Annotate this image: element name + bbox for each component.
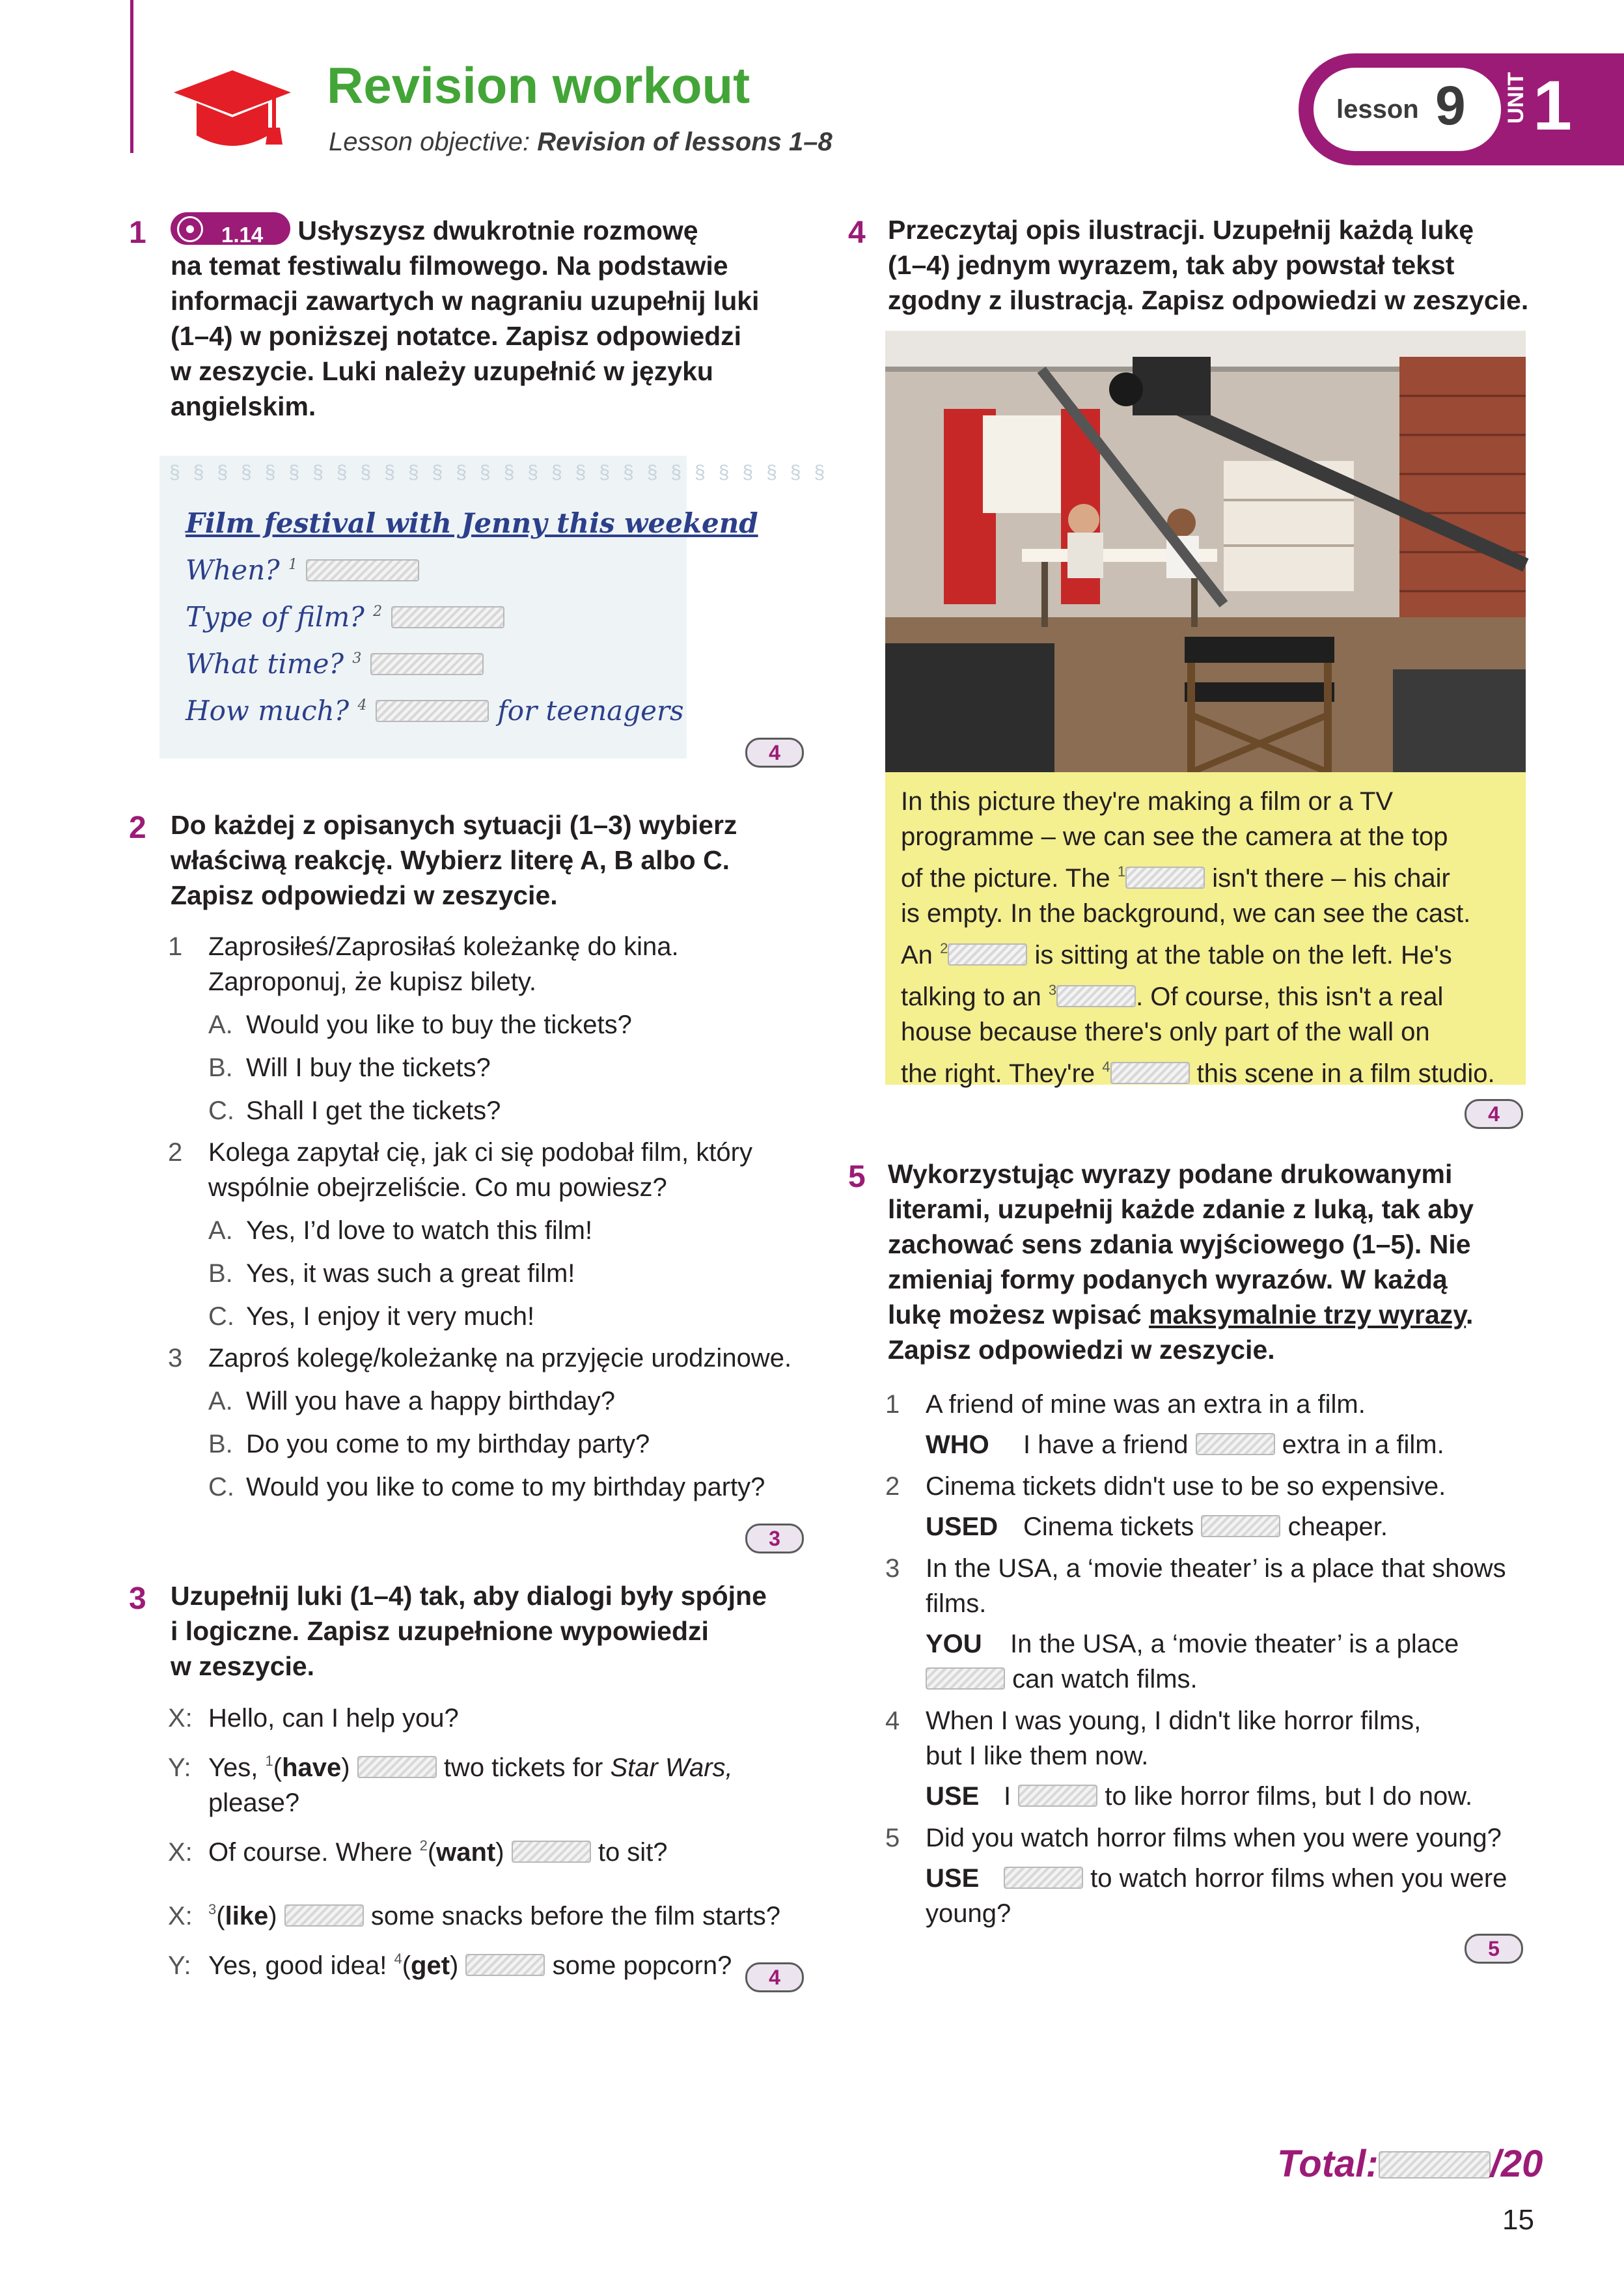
list-item [885, 1551, 1507, 1586]
answer-gap [1196, 1433, 1275, 1455]
item-text: In the USA, a ‘movie theater’ is a place [1010, 1630, 1459, 1658]
item-number: 1 [168, 932, 183, 961]
key-word: USE [926, 1864, 980, 1893]
option [168, 1427, 791, 1462]
item-number: 3 [168, 1344, 183, 1372]
gap-number: 2 [419, 1837, 428, 1854]
gap-number: 1 [265, 1753, 273, 1769]
option-text: Would you like to come to my birthday party? [246, 1473, 765, 1501]
answer-gap [1056, 985, 1136, 1007]
option-letter: A. [208, 1387, 233, 1415]
transformation-line [885, 1779, 1507, 1814]
item-text: Zaproś kolegę/koleżankę na przyjęcie urodzinowe. [208, 1344, 792, 1372]
option-letter: B. [208, 1259, 233, 1288]
key-word: WHO [926, 1430, 989, 1459]
option-letter: B. [208, 1053, 233, 1082]
gap-number: 2 [940, 940, 948, 956]
instruction-line: Zapisz odpowiedzi w zeszycie. [171, 880, 558, 910]
unit-label: UNIT [1504, 72, 1528, 124]
instruction-line: literami, uzupełnij każde zdanie z luką, tak aby [888, 1194, 1474, 1224]
score-badge-ex2: 3 [745, 1524, 804, 1553]
instruction-text: lukę możesz wpisać [888, 1300, 1142, 1330]
score-badge-ex3: 4 [745, 1962, 804, 1992]
instruction-line: Wykorzystując wyrazy podane drukowanymi [888, 1159, 1453, 1189]
option-letter: A. [208, 1216, 233, 1245]
description-text: . Of course, this isn't a real [1136, 982, 1444, 1011]
option [168, 1256, 791, 1291]
speaker-label: Y: [168, 1753, 191, 1782]
option [168, 1299, 791, 1334]
instruction-text: . [1466, 1300, 1474, 1330]
graduation-cap-icon [171, 65, 294, 156]
transformation-line [885, 1427, 1507, 1462]
instruction-line: Usłyszysz dwukrotnie rozmowę [297, 216, 698, 245]
note-item-suffix: for teenagers [497, 695, 684, 727]
dialogue-line: X: $^3$(like) some snacks before the film starts? [168, 1892, 780, 1934]
option-text: Shall I get the tickets? [246, 1096, 501, 1125]
objective-prefix: Lesson objective: [329, 128, 530, 156]
note-title: Film festival with Jenny this weekend [186, 507, 758, 539]
answer-gap [1004, 1867, 1083, 1889]
total-gap [1379, 2151, 1491, 2179]
list-item [168, 1135, 791, 1170]
instruction-line: Zapisz odpowiedzi w zeszycie. [888, 1335, 1275, 1365]
prompt-word: have [282, 1753, 342, 1782]
option-text: Yes, it was such a great film! [246, 1259, 575, 1288]
item-text: extra in a film. [1282, 1430, 1444, 1459]
answer-gap [357, 1756, 437, 1778]
list-item [885, 1703, 1507, 1738]
instruction-line: Uzupełnij luki (1–4) tak, aby dialogi były spójne [171, 1581, 767, 1611]
dialogue-text: Of course. Where [208, 1838, 413, 1867]
note-content [186, 503, 758, 732]
list-item [885, 1469, 1507, 1504]
instruction-line: zachować sens zdania wyjściowego (1–5). Nie [888, 1229, 1471, 1259]
instruction-line: i logiczne. Zapisz uzupełnione wypowiedzi [171, 1616, 709, 1646]
instruction-line [888, 1297, 1474, 1332]
speaker-label: Y: [168, 1951, 191, 1980]
item-text: young? [926, 1899, 1012, 1928]
instruction-emphasis: maksymalnie trzy wyrazy [1149, 1300, 1466, 1330]
option [168, 1469, 791, 1505]
option [168, 1007, 791, 1042]
exercise-5-instruction [888, 1156, 1474, 1367]
dialogue-text: Hello, can I help you? [208, 1704, 459, 1733]
item-number: 2 [168, 1138, 183, 1167]
answer-gap [306, 559, 419, 581]
item-text: can watch films. [1012, 1665, 1198, 1693]
exercise-1-instruction [171, 212, 821, 424]
exercise-3-number: 3 [129, 1581, 146, 1616]
instruction-line: właściwą reakcję. Wybierz literę A, B albo C. [171, 845, 730, 875]
dialogue-text: some snacks before the film starts? [370, 1902, 780, 1930]
answer-gap [926, 1667, 1005, 1690]
option-text: Do you come to my birthday party? [246, 1430, 650, 1458]
dialogue-text: Yes, [208, 1753, 258, 1782]
dialogue-text: some popcorn? [552, 1951, 732, 1980]
note-item [186, 591, 758, 638]
answer-gap [512, 1841, 591, 1863]
description-line: programme – we can see the camera at the top [901, 822, 1448, 851]
list-item [885, 1387, 1507, 1422]
description-line [901, 1050, 1495, 1091]
page-title: Revision workout [327, 57, 750, 114]
list-item [168, 929, 791, 964]
description-text: is sitting at the table on the left. He's [1034, 941, 1452, 969]
exercise-3-instruction [171, 1578, 767, 1684]
option-letter: A. [208, 1010, 233, 1039]
list-item [168, 1341, 791, 1376]
gap-number: 3 [208, 1901, 217, 1917]
option-letter: B. [208, 1430, 233, 1458]
option [168, 1050, 791, 1085]
description-line: is empty. In the background, we can see the cast. [901, 899, 1471, 928]
objective-text: Revision of lessons 1–8 [537, 128, 833, 156]
description-line: In this picture they're making a film or a TV [901, 787, 1394, 816]
option-letter: C. [208, 1302, 234, 1331]
gap-number: 4 [357, 697, 367, 714]
instruction-line: zmieniaj formy podanych wyrazów. W każdą [888, 1264, 1448, 1294]
answer-gap [948, 943, 1027, 966]
speaker-label: X: [168, 1838, 193, 1867]
exercise-2-items [168, 929, 791, 1505]
gap-number: 1 [1117, 863, 1126, 880]
page-number: 15 [1502, 2204, 1534, 2236]
item-text: cheaper. [1287, 1512, 1388, 1541]
item-number: 3 [885, 1554, 900, 1583]
description-text: An [901, 941, 933, 969]
exercise-2-number: 2 [129, 811, 146, 845]
exercise-2-instruction [171, 807, 737, 913]
transformation-line [885, 1509, 1507, 1544]
description-line [901, 854, 1495, 896]
audio-cd-icon [177, 216, 203, 242]
item-number: 1 [885, 1390, 900, 1419]
gap-number: 3 [1048, 982, 1057, 998]
description-line [901, 973, 1495, 1014]
note-item [186, 685, 758, 732]
option-text: Will you have a happy birthday? [246, 1387, 615, 1415]
option [168, 1384, 791, 1419]
answer-gap [1125, 867, 1205, 889]
instruction-line: (1–4) w poniższej notatce. Zapisz odpowiedzi [171, 321, 742, 351]
transformation-line [885, 1861, 1507, 1896]
picture-description [901, 784, 1495, 1091]
prompt-word: want [436, 1838, 496, 1867]
left-margin-rule [130, 0, 133, 153]
exercise-5-number: 5 [848, 1160, 866, 1194]
dialogue [168, 1701, 780, 1983]
transformation-line [885, 1662, 1507, 1697]
item-text: wspólnie obejrzeliście. Co mu powiesz? [208, 1173, 667, 1202]
exercise-4-number: 4 [848, 216, 866, 250]
description-text: the right. They're [901, 1059, 1095, 1088]
item-text: When I was young, I didn't like horror films, [926, 1706, 1422, 1735]
option [168, 1213, 791, 1248]
item-number: 4 [885, 1706, 900, 1735]
dialogue-line [168, 1701, 780, 1736]
dialogue-text: to sit? [598, 1838, 668, 1867]
instruction-line: Przeczytaj opis ilustracji. Uzupełnij każdą lukę [888, 215, 1474, 245]
instruction-line: (1–4) jednym wyrazem, tak aby powstał tekst [888, 250, 1455, 280]
answer-gap [1018, 1785, 1097, 1807]
note-item-label: What time? [186, 648, 344, 680]
option-text: Would you like to buy the tickets? [246, 1010, 632, 1039]
lesson-number: 9 [1435, 75, 1466, 136]
answer-gap [1201, 1515, 1280, 1537]
instruction-line: Do każdej z opisanych sytuacji (1–3) wybierz [171, 810, 737, 840]
note-item [186, 544, 758, 591]
key-word: YOU [926, 1630, 982, 1658]
key-word: USE [926, 1782, 980, 1811]
instruction-line: w zeszycie. Luki należy uzupełnić w języku [171, 356, 713, 386]
item-text: In the USA, a ‘movie theater’ is a place that shows [926, 1554, 1506, 1583]
lesson-label: lesson [1336, 95, 1419, 124]
prompt-word: like [225, 1902, 269, 1930]
item-number: 2 [885, 1472, 900, 1501]
speaker-label: X: [168, 1902, 193, 1930]
dialogue-text: Yes, good idea! [208, 1951, 387, 1980]
instruction-line: na temat festiwalu filmowego. Na podstawie [171, 251, 728, 281]
option-text: Yes, I’d love to watch this film! [246, 1216, 593, 1245]
unit-number: 1 [1533, 66, 1573, 145]
description-line [901, 931, 1495, 973]
instruction-line: w zeszycie. [171, 1651, 315, 1681]
item-text: I [1004, 1782, 1012, 1811]
item-text: Zaproponuj, że kupisz bilety. [208, 968, 536, 996]
dialogue-line: Y: Yes, $^1$(have) two tickets for Star Wars, [168, 1744, 780, 1785]
option-letter: C. [208, 1096, 234, 1125]
note-item-label: Type of film? [186, 601, 365, 633]
item-text: I have a friend [1023, 1430, 1189, 1459]
item-text: Cinema tickets [1023, 1512, 1194, 1541]
speaker-label: X: [168, 1704, 193, 1733]
dialogue-line: Y: Yes, good idea! $^4$(get) some popcorn? [168, 1942, 780, 1983]
key-word: USED [926, 1512, 998, 1541]
item-text: Did you watch horror films when you were young? [926, 1824, 1502, 1852]
answer-gap [391, 606, 504, 628]
item-number: 5 [885, 1824, 900, 1852]
gap-number: 4 [1102, 1059, 1110, 1075]
exercise-1-number: 1 [129, 216, 146, 250]
note-item [186, 638, 758, 685]
item-text: Zaprosiłeś/Zaprosiłaś koleżankę do kina. [208, 932, 679, 961]
option-letter: C. [208, 1473, 234, 1501]
item-text: Cinema tickets didn't use to be so expensive. [926, 1472, 1446, 1501]
film-set-photo [885, 331, 1526, 772]
gap-number: 1 [288, 557, 298, 573]
exercise-4-instruction [888, 212, 1528, 318]
description-line: house because there's only part of the wall on [901, 1018, 1430, 1046]
lesson-objective [329, 128, 833, 157]
gap-number: 2 [373, 604, 383, 620]
dialogue-text: two tickets for [443, 1753, 603, 1782]
note-item-label: When? [186, 554, 280, 586]
exercise-5-items [885, 1387, 1507, 1931]
audio-track-number: 1.14 [221, 223, 264, 247]
option-text: Will I buy the tickets? [246, 1053, 491, 1082]
instruction-line: zgodny z ilustracją. Zapisz odpowiedzi w zeszycie. [888, 285, 1529, 315]
answer-gap [284, 1904, 364, 1927]
gap-number: 3 [352, 650, 362, 667]
prompt-word: get [411, 1951, 450, 1980]
score-badge-ex5: 5 [1465, 1934, 1523, 1964]
total-max: /20 [1490, 2143, 1543, 2185]
gap-number: 4 [394, 1951, 402, 1967]
score-badge-ex1: 4 [745, 738, 804, 768]
answer-gap [376, 700, 489, 722]
item-text: to like horror films, but I do now. [1105, 1782, 1473, 1811]
list-item [885, 1820, 1507, 1856]
score-badge-ex4: 4 [1465, 1099, 1523, 1129]
description-text: isn't there – his chair [1212, 864, 1450, 893]
total-label: Total: [1277, 2143, 1379, 2185]
instruction-line: angielskim. [171, 391, 316, 421]
answer-gap [465, 1954, 545, 1976]
audio-track-badge[interactable] [171, 212, 290, 245]
option [168, 1093, 791, 1128]
film-title: Star Wars, [610, 1753, 733, 1782]
item-text: Kolega zapytał cię, jak ci się podobał film, który [208, 1138, 752, 1167]
instruction-line: informacji zawartych w nagraniu uzupełnij luki [171, 286, 760, 316]
note-item-label: How much? [186, 695, 350, 727]
total-score [1277, 2142, 1543, 2186]
option-text: Yes, I enjoy it very much! [246, 1302, 535, 1331]
dialogue-line: X: Of course. Where $^2$(want) to sit? [168, 1828, 780, 1870]
description-text: this scene in a film studio. [1196, 1059, 1495, 1088]
description-text: of the picture. The [901, 864, 1110, 893]
transformation-line [885, 1626, 1507, 1662]
note-spiral-binding: §§§§§§§§§§§§§§§§§§§§§§§§§§§§ [169, 462, 838, 483]
item-text: but I like them now. [926, 1742, 1149, 1770]
answer-gap [370, 653, 484, 675]
description-text: talking to an [901, 982, 1041, 1011]
item-text: A friend of mine was an extra in a film. [926, 1390, 1366, 1419]
item-text: to watch horror films when you were [1090, 1864, 1507, 1893]
dialogue-text: please? [208, 1789, 300, 1817]
item-text: films. [926, 1589, 987, 1618]
answer-gap [1110, 1062, 1190, 1084]
